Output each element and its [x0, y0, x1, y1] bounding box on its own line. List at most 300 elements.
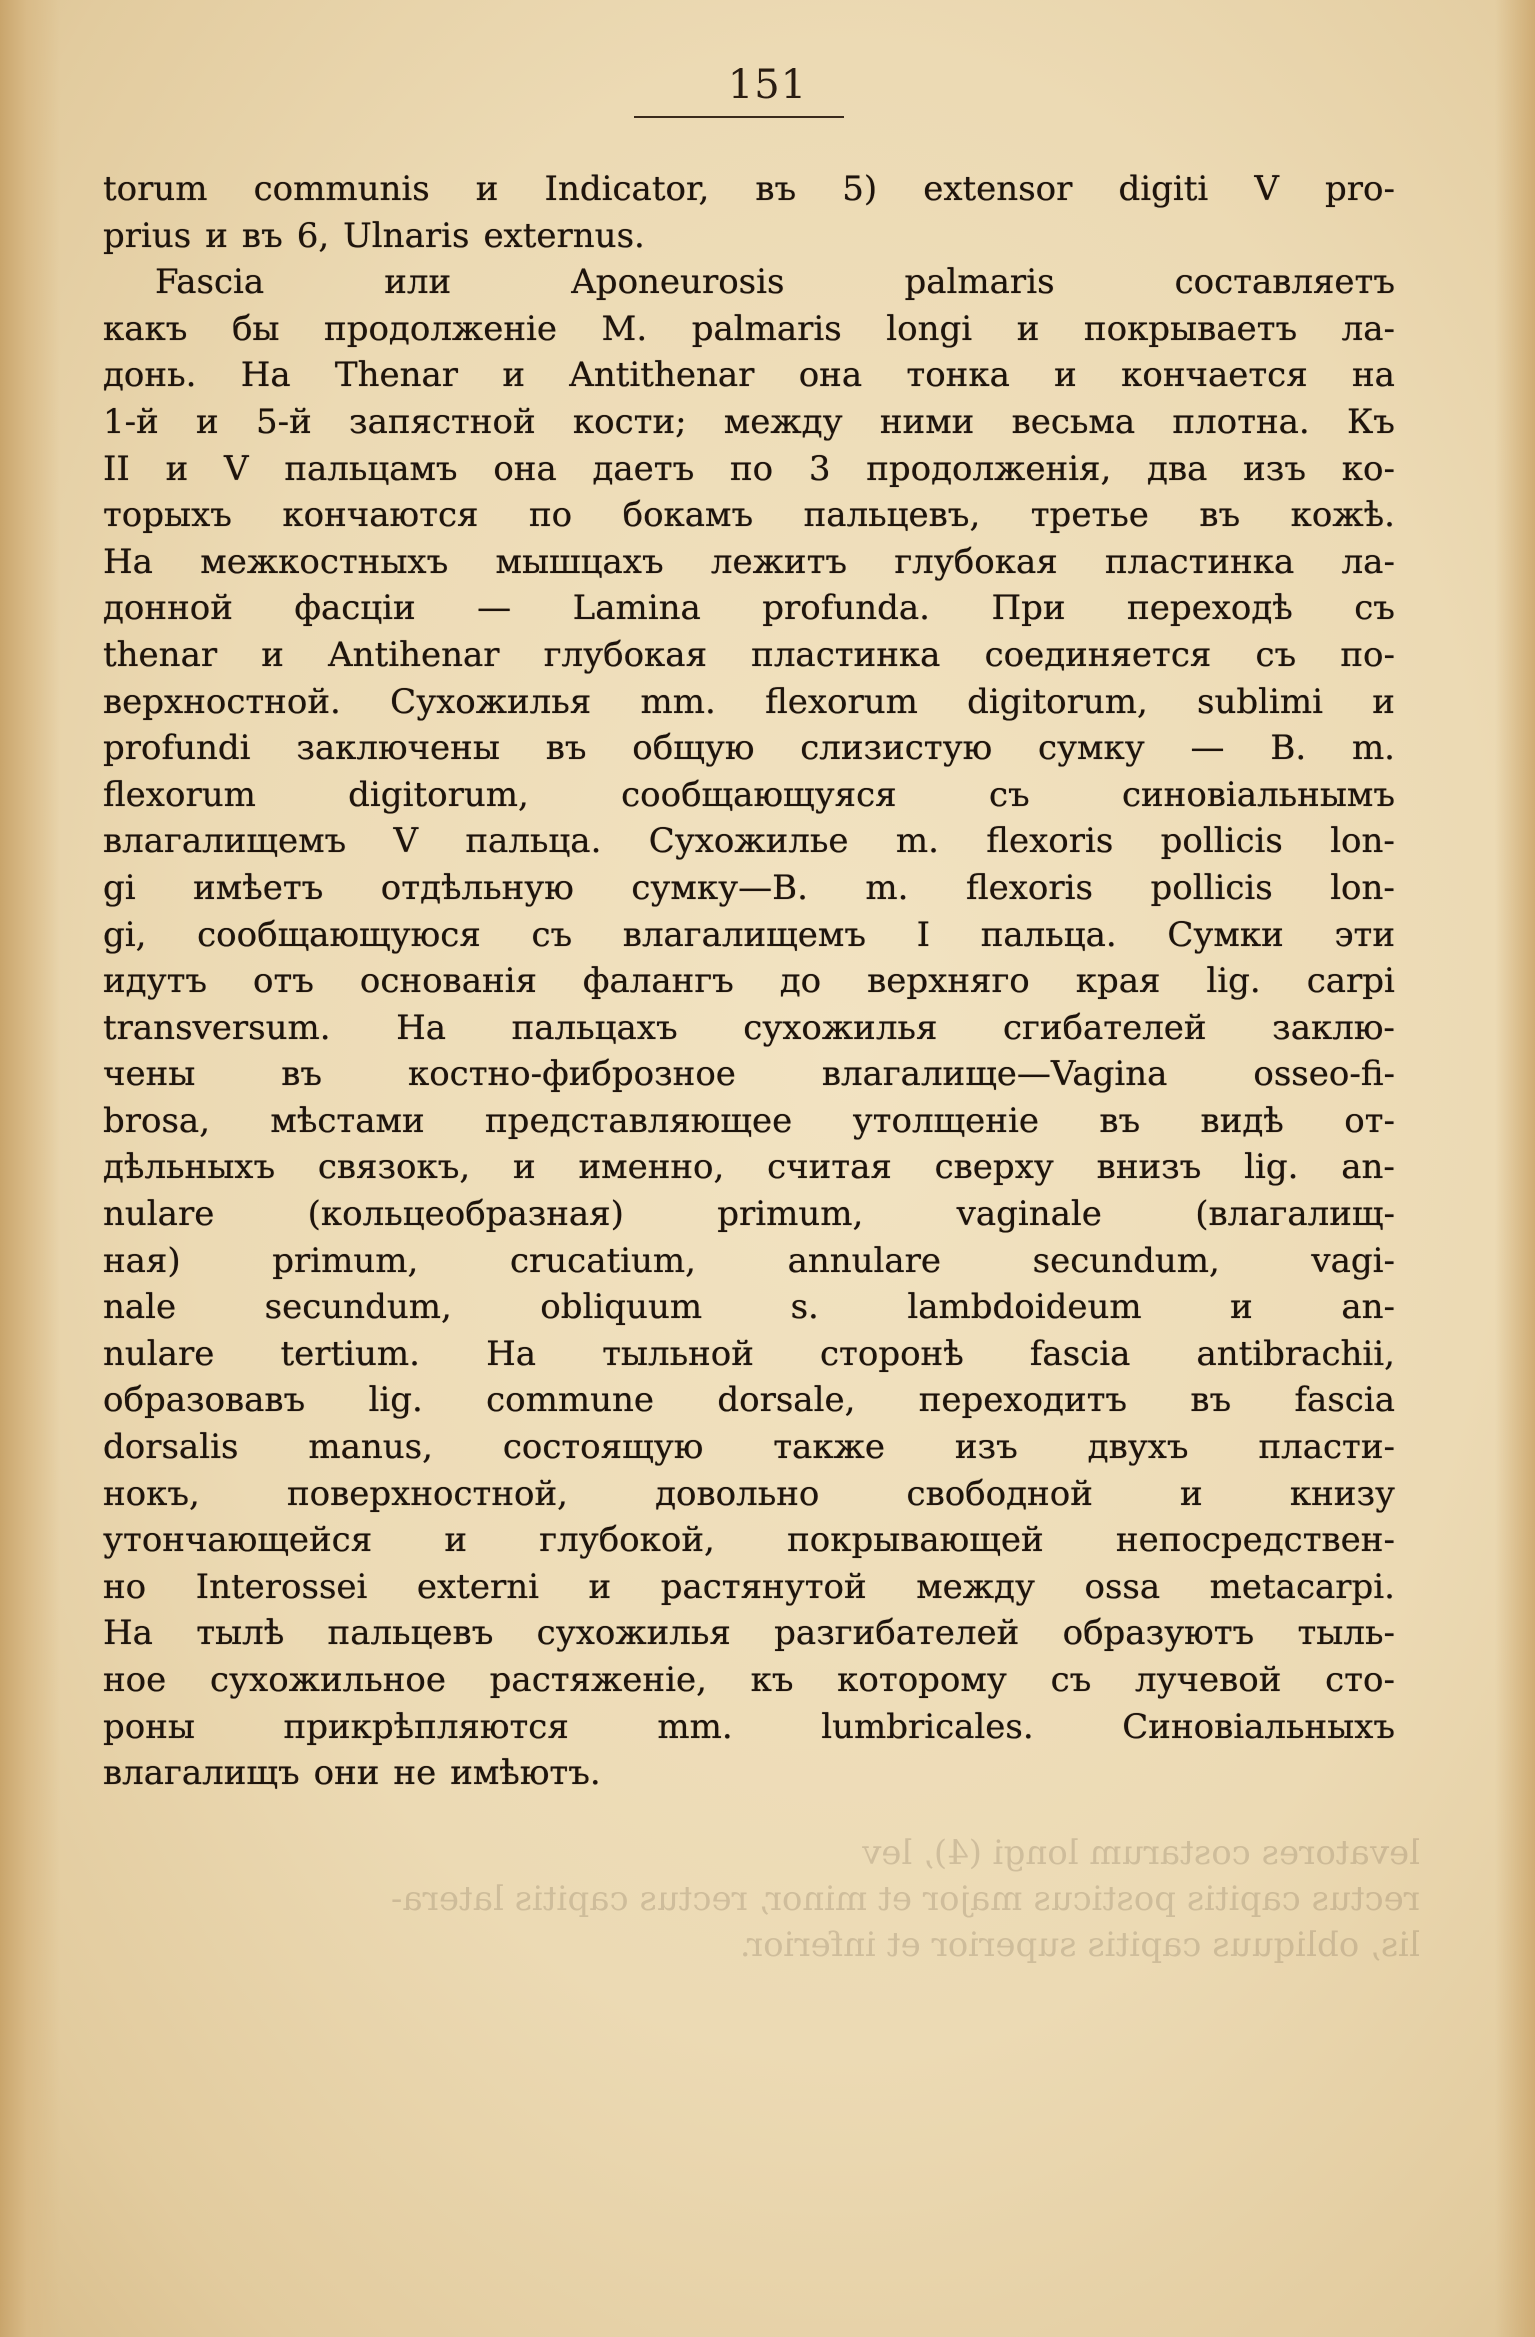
word: растянутой: [660, 1566, 867, 1607]
word: продолженія,: [866, 448, 1112, 489]
word: сухожильное: [209, 1660, 446, 1700]
word: и: [475, 169, 499, 209]
word: ная): [103, 1240, 181, 1281]
word: пальцамъ: [284, 448, 458, 489]
page-number-rule: [634, 116, 844, 118]
word: бокамъ: [622, 495, 754, 536]
text-line: [103, 912, 1395, 959]
word: Thenar: [334, 355, 459, 396]
word: и: [1016, 308, 1040, 349]
word: fascia: [1294, 1380, 1395, 1421]
word: и: [513, 1147, 536, 1188]
word: нокъ,: [103, 1473, 200, 1514]
word: видѣ: [1200, 1100, 1284, 1141]
word: имѣетъ: [193, 867, 324, 908]
word: и: [502, 355, 525, 396]
word: an-: [1341, 1147, 1395, 1188]
text-line: [103, 166, 1395, 213]
word: vaginale: [956, 1194, 1102, 1235]
word: пальца.: [465, 821, 602, 862]
text-line: [103, 1610, 1395, 1657]
word: сумку: [1038, 728, 1145, 769]
word: сто-: [1325, 1660, 1395, 1700]
word: crucatium,: [509, 1240, 696, 1281]
word: книзу: [1289, 1473, 1395, 1514]
word: B.: [1270, 728, 1307, 769]
word: пальцевъ,: [803, 495, 981, 536]
word: дѣльныхъ: [103, 1147, 276, 1188]
word: утолщеніе: [852, 1100, 1039, 1141]
word: Antihenar: [328, 634, 500, 675]
word: свободной: [906, 1473, 1093, 1514]
word: palmaris: [904, 262, 1055, 303]
word: костно-фиброзное: [407, 1054, 736, 1095]
word: между: [916, 1566, 1035, 1607]
word: brosa,: [103, 1100, 211, 1141]
text-line: [103, 399, 1395, 446]
word: соединяется: [984, 634, 1212, 675]
word: externus.: [483, 215, 645, 256]
word: отдѣльную: [380, 867, 574, 908]
word: мышцахъ: [495, 541, 664, 582]
word: I: [916, 914, 931, 955]
word: communis: [253, 169, 430, 209]
word: заключены: [296, 728, 500, 769]
text-line: [103, 213, 1395, 260]
word: nale: [103, 1287, 177, 1328]
word: annulare: [787, 1240, 942, 1281]
word: II: [103, 448, 130, 489]
word: lig.: [1244, 1147, 1299, 1188]
word: Синовіальныхъ: [1122, 1706, 1395, 1747]
word: по-: [1340, 634, 1395, 675]
word: s.: [790, 1287, 819, 1328]
word: secundum,: [1032, 1240, 1220, 1281]
text-line: [103, 1471, 1395, 1518]
word: pro-: [1325, 169, 1395, 209]
word: внизъ: [1096, 1147, 1202, 1188]
word: кончаются: [282, 495, 479, 536]
word: и: [1054, 355, 1077, 396]
word: эти: [1334, 914, 1395, 955]
word: от-: [1344, 1100, 1395, 1141]
word: кости;: [572, 401, 687, 442]
word: primum,: [272, 1240, 419, 1281]
word: по: [528, 495, 573, 536]
word: pollicis: [1160, 821, 1283, 862]
word: сторонѣ: [820, 1333, 964, 1374]
word: растяженіе,: [489, 1660, 707, 1700]
show-through-line: levatores costarum longi (4), lev: [862, 1833, 1420, 1873]
word: заклю-: [1272, 1007, 1395, 1048]
word: flexoris: [986, 821, 1114, 862]
word: lon-: [1330, 821, 1395, 862]
word: Aponeurosis: [571, 262, 785, 303]
text-line: [103, 1238, 1395, 1285]
word: lumbricales.: [821, 1706, 1034, 1747]
body-text: [103, 166, 1395, 1797]
word: пластинка: [1105, 541, 1295, 582]
word: считая: [767, 1147, 892, 1188]
word: fascia: [1029, 1333, 1131, 1374]
text-line: [103, 1750, 1395, 1797]
text-line: [103, 725, 1395, 772]
text-line: [103, 632, 1395, 679]
word: покрывающей: [787, 1520, 1044, 1561]
word: именно,: [578, 1147, 725, 1188]
page-edge-shadow-left: [0, 0, 60, 2337]
word: m.: [865, 867, 909, 908]
word: верхностной.: [103, 681, 341, 722]
word: тыль-: [1297, 1613, 1395, 1654]
word: торыхъ: [103, 495, 232, 536]
word: идутъ: [103, 961, 208, 1002]
word: весьма: [1011, 401, 1136, 442]
word: profundi: [103, 728, 251, 769]
word: 5): [842, 169, 878, 209]
word: межкостныхъ: [200, 541, 449, 582]
word: отъ: [253, 961, 314, 1002]
word: lig.: [1206, 961, 1261, 1002]
word: также: [773, 1427, 885, 1468]
text-line: [103, 259, 1395, 306]
word: На: [486, 1333, 536, 1374]
word: и: [196, 401, 219, 442]
word: ное: [103, 1660, 167, 1700]
word: или: [384, 262, 452, 303]
text-line: [103, 585, 1395, 632]
word: и: [261, 634, 284, 675]
word: влагалищемъ: [103, 821, 347, 862]
word: pollicis: [1150, 867, 1273, 908]
word: сумку—B.: [631, 867, 808, 908]
word: primum,: [717, 1194, 864, 1235]
word: V: [224, 448, 249, 489]
word: утончающейся: [103, 1520, 373, 1561]
word: довольно: [655, 1473, 820, 1514]
word: какъ: [103, 308, 188, 349]
word: —: [1190, 728, 1225, 769]
text-line: [103, 1098, 1395, 1145]
word: torum: [103, 169, 208, 209]
word: и: [1230, 1287, 1253, 1328]
word: съ: [1354, 588, 1395, 629]
text-line: [103, 1144, 1395, 1191]
word: При: [991, 588, 1066, 629]
word: m.: [895, 821, 939, 862]
word: сухожилья: [536, 1613, 731, 1654]
word: прикрѣпляются: [283, 1706, 569, 1747]
word: ла-: [1341, 308, 1395, 349]
word: непосредствен-: [1115, 1520, 1395, 1561]
word: Interossei: [195, 1566, 368, 1607]
word: въ: [545, 728, 587, 769]
word: съ: [1050, 1660, 1092, 1700]
word: два: [1147, 448, 1208, 489]
word: бы: [231, 308, 280, 349]
word: въ: [281, 1054, 323, 1095]
text-line: [103, 865, 1395, 912]
text-line: [103, 539, 1395, 586]
word: къ: [750, 1660, 794, 1700]
word: роны: [103, 1706, 195, 1747]
word: sublimi: [1197, 681, 1324, 722]
word: пальца.: [980, 914, 1117, 955]
word: основанія: [359, 961, 537, 1002]
word: obliquum: [540, 1287, 703, 1328]
word: commune: [486, 1380, 655, 1421]
word: V: [1254, 169, 1279, 209]
text-line: [103, 818, 1395, 865]
word: пальцахъ: [511, 1007, 678, 1048]
word: ossa: [1084, 1566, 1161, 1607]
word: переходѣ: [1127, 588, 1293, 629]
word: Antithenar: [569, 355, 755, 396]
word: состоящую: [502, 1427, 704, 1468]
word: dorsalis: [103, 1427, 239, 1468]
text-line: [103, 958, 1395, 1005]
text-line: [103, 492, 1395, 539]
word: ко-: [1341, 448, 1395, 489]
text-line: [103, 446, 1395, 493]
word: на: [1351, 355, 1395, 396]
word: и: [205, 215, 228, 256]
word: въ: [755, 169, 797, 209]
word: имѣютъ.: [450, 1753, 601, 1794]
word: составляетъ: [1174, 262, 1395, 303]
word: покрываетъ: [1083, 308, 1298, 349]
word: лежитъ: [710, 541, 848, 582]
word: ними: [879, 401, 975, 442]
text-line: [103, 1284, 1395, 1331]
word: nulare: [103, 1333, 215, 1374]
word: Сухожилье: [648, 821, 849, 862]
text-line: [103, 1051, 1395, 1098]
word: образовавъ: [103, 1380, 306, 1421]
word: и: [1180, 1473, 1203, 1514]
word: влагалище—Vagina: [821, 1054, 1168, 1095]
word: 5-й: [255, 401, 312, 442]
text-line: [103, 1424, 1395, 1471]
word: antibrachii,: [1196, 1333, 1395, 1374]
word: (кольцеобразная): [307, 1194, 624, 1235]
word: и: [1372, 681, 1395, 722]
word: thenar: [103, 634, 218, 675]
word: 1-й: [103, 401, 159, 442]
word: верхняго: [867, 961, 1030, 1002]
word: общую: [632, 728, 755, 769]
word: digitorum,: [967, 681, 1148, 722]
word: сообщающуюся: [197, 914, 481, 955]
word: донь.: [103, 355, 197, 396]
word: lig.: [368, 1380, 423, 1421]
word: разгибателей: [774, 1613, 1020, 1654]
word: третье: [1030, 495, 1149, 536]
word: tertium.: [280, 1333, 420, 1374]
word: изъ: [954, 1427, 1018, 1468]
word: gi,: [103, 914, 147, 955]
word: M.: [601, 308, 648, 349]
word: На: [240, 355, 291, 396]
word: съ: [531, 914, 573, 955]
word: (влагалищ-: [1195, 1194, 1395, 1235]
word: сообщающуяся: [621, 774, 897, 815]
word: продолженіе: [324, 308, 557, 349]
word: до: [779, 961, 822, 1002]
word: пласти-: [1258, 1427, 1395, 1468]
page-edge-shadow-right: [1495, 0, 1535, 2337]
word: carpi: [1306, 961, 1395, 1002]
word: flexorum: [765, 681, 918, 722]
word: въ: [1190, 1380, 1232, 1421]
word: тылѣ: [196, 1613, 285, 1654]
word: чены: [103, 1054, 196, 1095]
word: Ulnaris: [343, 215, 470, 256]
word: m.: [1351, 728, 1395, 769]
word: мѣстами: [270, 1100, 425, 1141]
word: глубокая: [543, 634, 708, 675]
word: поверхностной,: [287, 1473, 568, 1514]
word: mm.: [640, 681, 716, 722]
word: 3: [808, 448, 831, 489]
page-number: 151: [727, 62, 808, 108]
word: flexorum: [103, 774, 256, 815]
word: но: [103, 1566, 147, 1607]
word: secundum,: [264, 1287, 452, 1328]
word: vagi-: [1311, 1240, 1395, 1281]
word: фасціи: [294, 588, 416, 629]
word: сгибателей: [1003, 1007, 1207, 1048]
word: digiti: [1118, 169, 1209, 209]
word: ла-: [1341, 541, 1395, 582]
text-line: [103, 1517, 1395, 1564]
word: На: [103, 541, 153, 582]
word: сухожилья: [743, 1007, 938, 1048]
word: плотна.: [1172, 401, 1310, 442]
word: profunda.: [762, 588, 930, 629]
word: metacarpi.: [1209, 1566, 1395, 1607]
word: она: [798, 355, 863, 396]
word: an-: [1341, 1287, 1395, 1328]
word: съ: [988, 774, 1030, 815]
word: longi: [886, 308, 973, 349]
word: представляющее: [485, 1100, 793, 1141]
word: пальцевъ: [327, 1613, 494, 1654]
text-line: [103, 1704, 1395, 1751]
word: кожѣ.: [1290, 495, 1395, 536]
text-line: [103, 352, 1395, 399]
word: связокъ,: [317, 1147, 471, 1188]
word: которому: [837, 1660, 1007, 1700]
word: донной: [103, 588, 233, 629]
word: и: [444, 1520, 468, 1561]
word: manus,: [308, 1427, 433, 1468]
word: —: [477, 588, 512, 629]
word: глубокая: [894, 541, 1058, 582]
word: лучевой: [1134, 1660, 1282, 1700]
word: V: [393, 821, 419, 862]
word: изъ: [1243, 448, 1306, 489]
word: фалангъ: [582, 961, 734, 1002]
text-line: [103, 1331, 1395, 1378]
text-line: [103, 679, 1395, 726]
word: глубокой,: [539, 1520, 715, 1561]
word: кончается: [1121, 355, 1308, 396]
word: влагалищемъ: [622, 914, 866, 955]
word: prius: [103, 215, 192, 256]
word: запястной: [349, 401, 536, 442]
word: Fascia: [155, 262, 265, 303]
show-through-line: lis, obliquus capitis superior et inferior.: [739, 1925, 1420, 1965]
word: dorsale,: [717, 1380, 856, 1421]
text-line: [103, 1191, 1395, 1238]
word: и: [588, 1566, 612, 1607]
word: и: [165, 448, 189, 489]
word: переходитъ: [918, 1380, 1128, 1421]
word: lambdoideum: [907, 1287, 1142, 1328]
text-line: [103, 1377, 1395, 1424]
word: синовіальнымъ: [1121, 774, 1395, 815]
text-line: [103, 306, 1395, 353]
word: тонка: [906, 355, 1010, 396]
word: mm.: [657, 1706, 733, 1747]
word: Indicator,: [544, 169, 710, 209]
word: externi: [416, 1566, 540, 1607]
word: flexoris: [965, 867, 1093, 908]
word: Сумки: [1167, 914, 1284, 955]
word: въ: [1199, 495, 1241, 536]
word: extensor: [923, 169, 1073, 209]
word: слизистую: [800, 728, 993, 769]
text-line: [103, 1657, 1395, 1704]
word: transversum.: [103, 1007, 331, 1048]
text-line: [103, 1005, 1395, 1052]
word: На: [103, 1613, 153, 1654]
word: Lamina: [572, 588, 701, 629]
word: gi: [103, 867, 136, 908]
word: не: [393, 1753, 437, 1794]
word: даетъ: [592, 448, 695, 489]
word: osseo-fi-: [1253, 1054, 1395, 1095]
word: она: [493, 448, 557, 489]
word: по: [729, 448, 774, 489]
text-line: [103, 772, 1395, 819]
show-through-reverse-text: [390, 1830, 1420, 1968]
show-through-line: rectus capitis posticus major et minor, rectus capitis latera-: [390, 1879, 1420, 1919]
word: двухъ: [1087, 1427, 1189, 1468]
word: На: [396, 1007, 447, 1048]
word: 6,: [296, 215, 330, 256]
word: Сухожилья: [390, 681, 592, 722]
word: пластинка: [751, 634, 941, 675]
word: nulare: [103, 1194, 215, 1235]
word: края: [1075, 961, 1161, 1002]
word: въ: [1099, 1100, 1141, 1141]
word: сверху: [934, 1147, 1054, 1188]
word: между: [723, 401, 843, 442]
word: Къ: [1346, 401, 1395, 442]
word: влагалищъ: [103, 1753, 300, 1794]
word: въ: [241, 215, 283, 256]
word: они: [313, 1753, 380, 1794]
word: съ: [1255, 634, 1297, 675]
word: digitorum,: [348, 774, 529, 815]
word: lon-: [1330, 867, 1395, 908]
text-line: [103, 1564, 1395, 1611]
word: тыльной: [602, 1333, 754, 1374]
word: palmaris: [691, 308, 842, 349]
word: образуютъ: [1062, 1613, 1255, 1654]
